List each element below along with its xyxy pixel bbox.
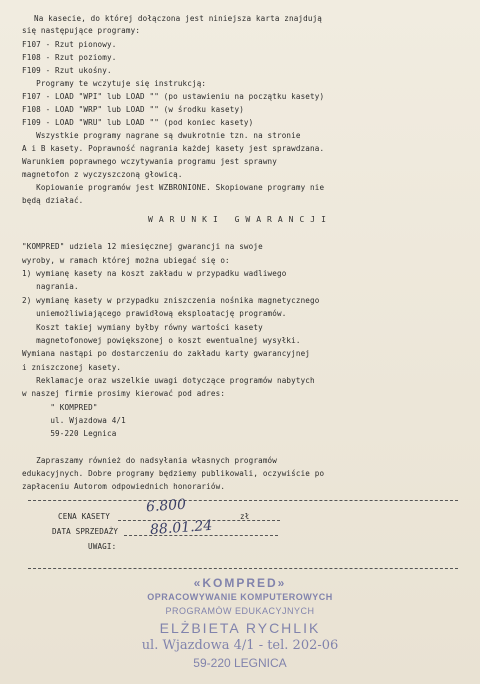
text-line: Wszystkie programy nagrane są dwukrotnie tzn. na stronie [22, 131, 301, 140]
date-underline [124, 535, 278, 536]
text-line: Warunkiem poprawnego wczytywania programu jest sprawny [22, 157, 277, 166]
price-handwritten: 6.800 [145, 496, 187, 516]
text-line: Koszt takiej wymiany byłby równy wartości kasety [22, 323, 263, 332]
text-line: edukacyjnych. Dobre programy będziemy publikowali, oczywiście po [22, 469, 325, 478]
notes-label: UWAGI: [88, 542, 117, 551]
address-line: 59-220 Legnica [22, 429, 117, 438]
text-line: F109 - LOAD "WRU" lub LOAD "" (pod koniec kasety) [22, 118, 254, 127]
text-line: F107 - LOAD "WPI" lub LOAD "" (po ustawieniu na początku kasety) [22, 92, 325, 101]
text-line: Wymiana nastąpi po dostarczeniu do zakładu karty gwarancyjnej [22, 349, 311, 358]
text-line: F108 - LOAD "WRP" lub LOAD "" (w środku kasety) [22, 105, 244, 114]
text-line: 2) wymianę kasety w przypadku zniszczenia nośnika magnetycznego [22, 296, 320, 305]
text-line: uniemożliwiającego prawidłową eksploatację programów. [22, 309, 287, 318]
text-line: Kopiowanie programów jest WZBRONIONE. Skopiowane programy nie [22, 183, 325, 192]
text-line: Zapraszamy również do nadsyłania własnych programów [22, 456, 277, 465]
text-line: zapłaceniu Autorom odpowiednich honorariów. [22, 482, 226, 491]
text-line: i zniszczonej kasety. [22, 363, 122, 372]
dashed-divider [28, 500, 458, 501]
currency-label: zł [240, 512, 250, 521]
stamp-line: 59-220 LEGNICA [193, 656, 287, 670]
text-line: "KOMPRED" udziela 12 miesięcznej gwarancji na swoje [22, 242, 263, 251]
stamp-line: «KOMPRED» [193, 576, 287, 590]
text-line: F107 - Rzut pionowy. [22, 40, 117, 49]
price-label: CENA KASETY [58, 512, 110, 521]
stamp-line: OPRACOWYWANIE KOMPUTEROWYCH [147, 592, 333, 602]
text-line: magnetofon z wyczyszczoną głowicą. [22, 170, 183, 179]
stamp-line: ul. Wjazdowa 4/1 - tel. 202-06 [141, 638, 339, 653]
stamp-line: PROGRAMÓW EDUKACYJNYCH [165, 606, 315, 616]
text-line: nagrania. [22, 282, 79, 291]
warranty-heading: WARUNKI GWARANCJI [148, 215, 332, 224]
stamp-line: ELŻBIETA RYCHLIK [159, 620, 321, 636]
text-line: 1) wymianę kasety na koszt zakładu w przypadku wadliwego [22, 269, 287, 278]
text-line: Programy te wczytuje się instrukcją: [22, 79, 207, 88]
text-line: magnetofonowej powiększonej o koszt ewentualnej wysyłki. [22, 336, 301, 345]
text-line: F109 - Rzut ukośny. [22, 66, 112, 75]
text-line: Na kasecie, do której dołączona jest niniejsza karta znajdują [34, 14, 323, 23]
text-line: A i B kasety. Poprawność nagrania każdej kasety jest sprawdzana. [22, 144, 325, 153]
text-line: Reklamacje oraz wszelkie uwagi dotyczące programów nabytych [22, 376, 315, 385]
text-line: będą działać. [22, 196, 84, 205]
address-line: ul. Wjazdowa 4/1 [22, 416, 126, 425]
text-line: w naszej firmie prosimy kierować pod adres: [22, 389, 226, 398]
date-handwritten: 88.01.24 [149, 517, 213, 539]
dashed-divider [28, 568, 458, 569]
sale-date-label: DATA SPRZEDAŻY [52, 527, 119, 536]
text-line: F108 - Rzut poziomy. [22, 53, 117, 62]
address-line: " KOMPRED" [22, 403, 98, 412]
text-line: się następujące programy: [22, 26, 141, 35]
text-line: wyroby, w ramach której można ubiegać się o: [22, 256, 230, 265]
